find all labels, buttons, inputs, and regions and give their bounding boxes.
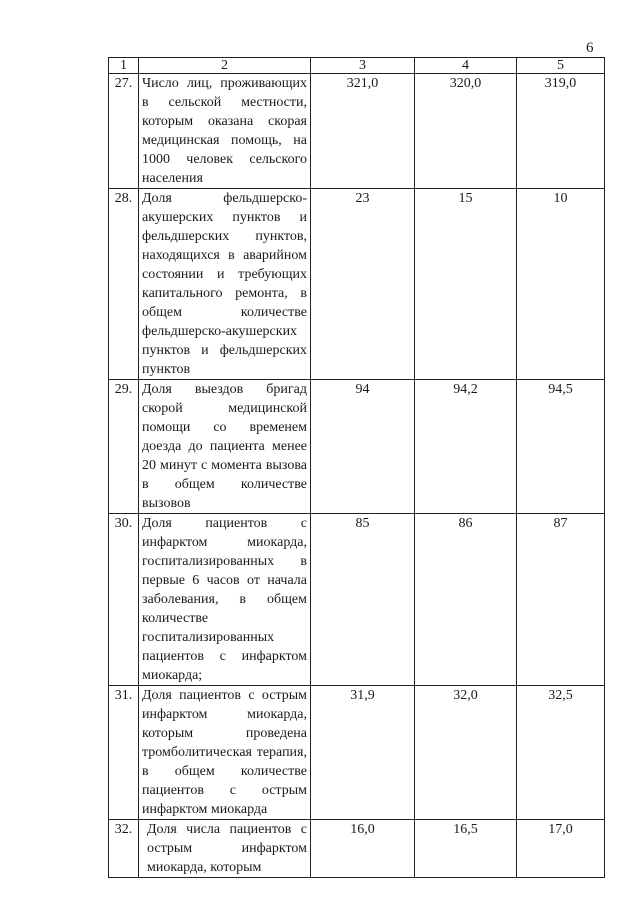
value-col-5: 319,0 xyxy=(517,74,605,189)
row-number: 29. xyxy=(109,380,139,514)
value-col-4: 32,0 xyxy=(415,686,517,820)
value-col-3: 321,0 xyxy=(311,74,415,189)
value-col-5: 87 xyxy=(517,514,605,686)
column-header: 4 xyxy=(415,58,517,74)
table-row xyxy=(109,189,605,380)
table-row xyxy=(109,74,605,189)
row-number: 27. xyxy=(109,74,139,189)
value-col-3: 23 xyxy=(311,189,415,380)
indicators-table xyxy=(108,57,605,878)
table-header-row xyxy=(109,58,605,74)
value-col-3: 85 xyxy=(311,514,415,686)
value-col-4: 15 xyxy=(415,189,517,380)
column-header: 3 xyxy=(311,58,415,74)
indicator-name: Доля фельдшерско-акушерских пунктов и фельдшерских пунктов, находящихся в аварийном состоянии и требующих капитального ремонта, в общем количестве фельдшерско-акушерских пунктов и фельдшерских пунктов xyxy=(139,189,311,380)
value-col-5: 94,5 xyxy=(517,380,605,514)
page-number: 6 xyxy=(586,40,594,56)
value-col-5: 10 xyxy=(517,189,605,380)
value-col-5: 17,0 xyxy=(517,820,605,878)
table-row xyxy=(109,820,605,878)
value-col-4: 86 xyxy=(415,514,517,686)
column-header: 1 xyxy=(109,58,139,74)
indicator-name: Доля пациентов с острым инфарктом миокарда, которым проведена тромболитическая терапия, в общем количестве пациентов с острым инфарктом миокарда xyxy=(139,686,311,820)
value-col-5: 32,5 xyxy=(517,686,605,820)
table-row xyxy=(109,514,605,686)
row-number: 30. xyxy=(109,514,139,686)
value-col-3: 16,0 xyxy=(311,820,415,878)
value-col-4: 16,5 xyxy=(415,820,517,878)
column-header: 2 xyxy=(139,58,311,74)
value-col-3: 31,9 xyxy=(311,686,415,820)
table-row xyxy=(109,686,605,820)
value-col-3: 94 xyxy=(311,380,415,514)
column-header: 5 xyxy=(517,58,605,74)
indicator-name: Доля числа пациентов с острым инфарктом миокарда, которым xyxy=(139,820,311,878)
row-number: 28. xyxy=(109,189,139,380)
indicator-name: Доля пациентов с инфарктом миокарда, госпитализированных в первые 6 часов от начала заболевания, в общем количестве госпитализированных пациентов с инфарктом миокарда; xyxy=(139,514,311,686)
row-number: 31. xyxy=(109,686,139,820)
value-col-4: 94,2 xyxy=(415,380,517,514)
indicator-name: Число лиц, проживающих в сельской местности, которым оказана скорая медицинская помощь, на 1000 человек сельского населения xyxy=(139,74,311,189)
indicator-name: Доля выездов бригад скорой медицинской помощи со временем доезда до пациента менее 20 минут с момента вызова в общем количестве вызовов xyxy=(139,380,311,514)
value-col-4: 320,0 xyxy=(415,74,517,189)
row-number: 32. xyxy=(109,820,139,878)
table-row xyxy=(109,380,605,514)
